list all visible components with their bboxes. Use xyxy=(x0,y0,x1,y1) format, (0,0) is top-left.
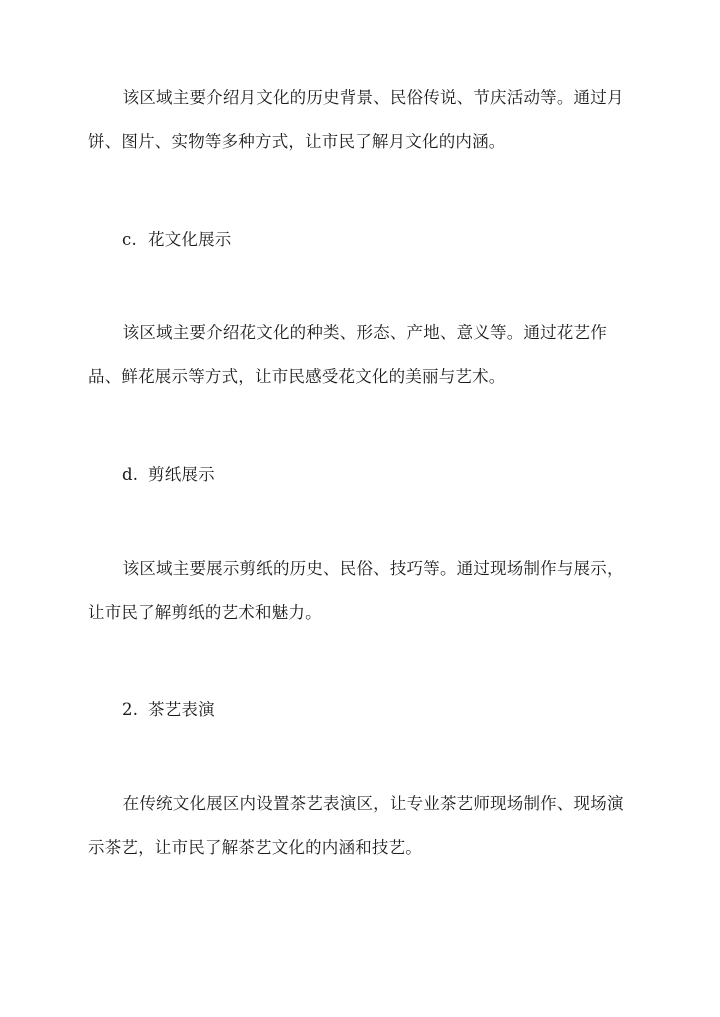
heading-label: 2. xyxy=(122,700,139,719)
paragraph-flower-culture: 该区域主要介绍花文化的种类、形态、产地、意义等。通过花艺作品、鲜花展示等方式，让市民感受花文化的美丽与艺术。 xyxy=(88,323,607,386)
heading-flower-culture xyxy=(122,228,232,252)
heading-text: 茶艺表演 xyxy=(148,700,215,719)
heading-text: 花文化展示 xyxy=(148,230,232,249)
paragraph-tea-performance: 在传统文化展区内设置茶艺表演区，让专业茶艺师现场制作、现场演示茶艺，让市民了解茶艺文化的内涵和技艺。 xyxy=(88,794,624,857)
heading-paper-cutting xyxy=(122,463,215,487)
paragraph-paper-cutting: 该区域主要展示剪纸的历史、民俗、技巧等。通过现场制作与展示，让市民了解剪纸的艺术和魅力。 xyxy=(88,559,624,622)
heading-text: 剪纸展示 xyxy=(148,465,215,484)
paragraph-moon-culture: 该区域主要介绍月文化的历史背景、民俗传说、节庆活动等。通过月饼、图片、实物等多种方式，让市民了解月文化的内涵。 xyxy=(88,88,624,151)
heading-label: c. xyxy=(122,230,137,249)
heading-tea-performance xyxy=(122,698,215,722)
heading-label: d. xyxy=(122,465,139,484)
